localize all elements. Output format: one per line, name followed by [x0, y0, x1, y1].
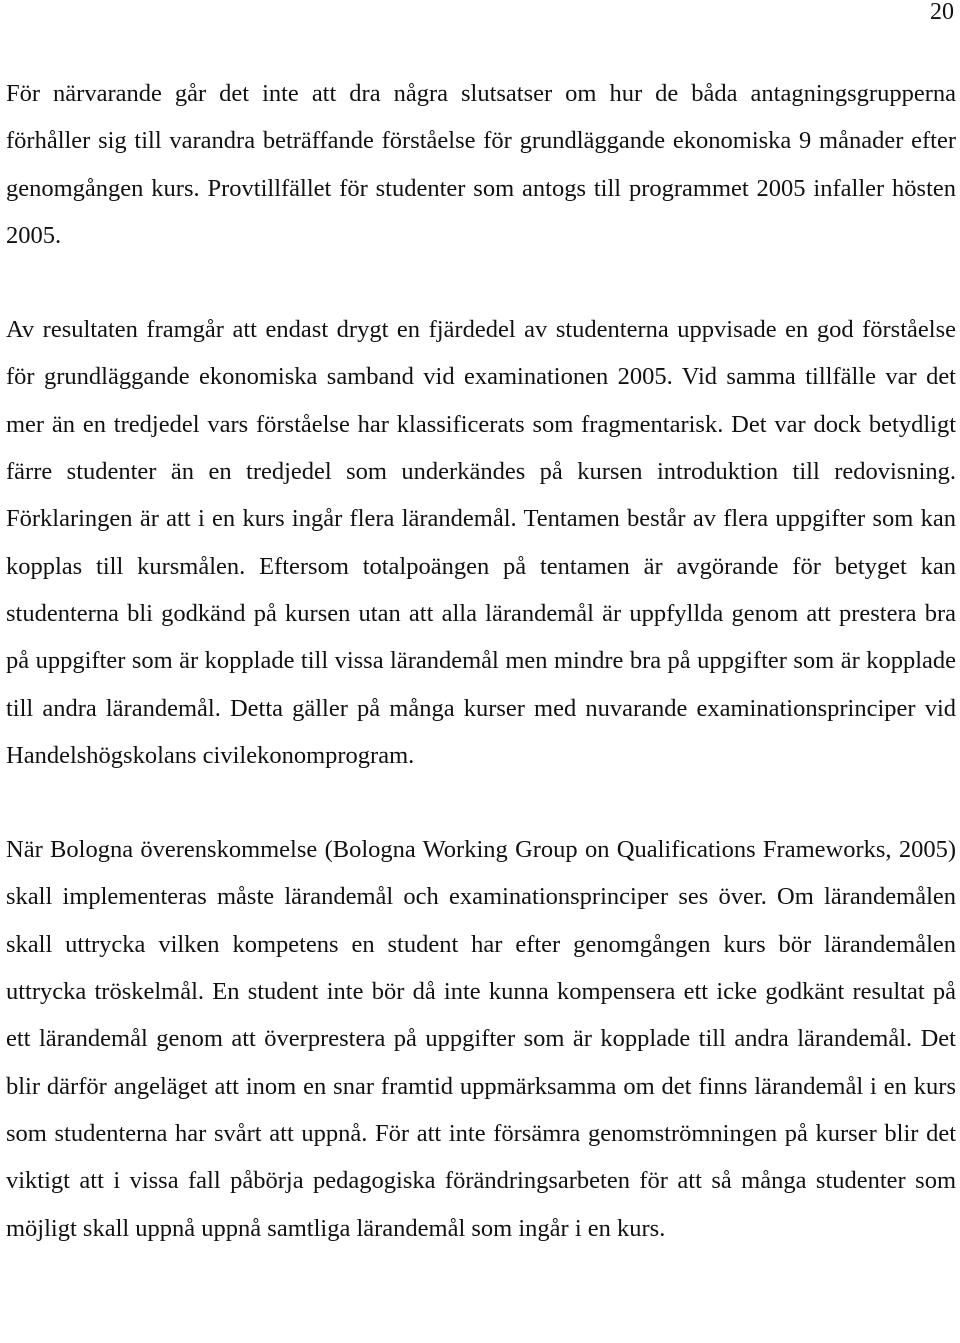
paragraph-conclusions: För närvarande går det inte att dra några slutsatser om hur de båda antagningsgrupperna förhåller sig till varandra beträffande förståelse för grundläggande ekonomiska 9 månader efter genomgången kurs. Provtillfället för studenter som antogs till programmet 2005 infaller hösten 2005. [6, 80, 956, 249]
page-number: 20 [930, 0, 954, 25]
paragraph-results: Av resultaten framgår att endast drygt en fjärdedel av studenterna uppvisade en god förståelse för grundläggande ekonomiska samband vid examinationen 2005. Vid samma tillfälle var det mer än en tredjedel vars förståelse har klassificerats som fragmentarisk. Det var dock betydligt färre studenter än en tredjedel som underkändes på kursen introduktion till redovisning. Förklaringen är att i en kurs ingår flera lärandemål. Tentamen består av flera uppgifter som kan kopplas till kursmålen. Eftersom totalpoängen på tentamen är avgörande för betyget kan studenterna bli godkänd på kursen utan att alla lärandemål är uppfyllda genom att prestera bra på uppgifter som är kopplade till vissa lärandemål men mindre bra på uppgifter som är kopplade till andra lärandemål. Detta gäller på många kurser med nuvarande examinationsprinciper vid Handelshögskolans civilekonomprogram. [6, 316, 956, 769]
paragraph-bologna: När Bologna överenskommelse (Bologna Working Group on Qualifications Frameworks, 2005) skall implementeras måste lärandemål och examinationsprinciper ses över. Om lärandemålen skall uttrycka vilken kompetens en student har efter genomgången kurs bör lärandemålen uttrycka tröskelmål. En student inte bör då inte kunna kompensera ett icke godkänt resultat på ett lärandemål genom att överprestera på uppgifter som är kopplade till andra lärandemål. Det blir därför angeläget att inom en snar framtid uppmärksamma om det finns lärandemål i en kurs som studenterna har svårt att uppnå. För att inte försämra genomströmningen på kurser blir det viktigt att i vissa fall påbörja pedagogiska förändringsarbeten för att så många studenter som möjligt skall uppnå uppnå samtliga lärandemål som ingår i en kurs. [6, 836, 956, 1242]
document-body [6, 70, 956, 1252]
